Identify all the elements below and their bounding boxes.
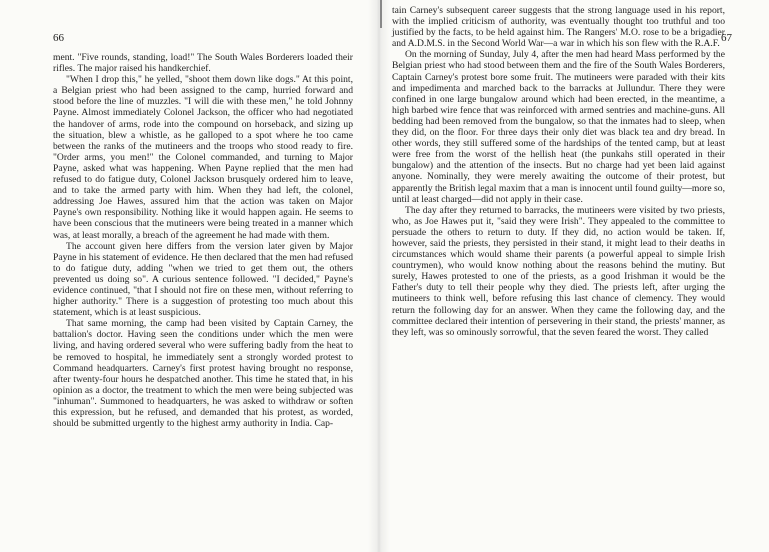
paragraph: ment. "Five rounds, standing, load!" The South Wales Borderers loaded their rifles. The major raised his handkerchief.	[53, 52, 353, 75]
paragraph: The account given here differs from the version later given by Major Payne in his statement of evidence. He then declared that the men had refused to do fatigue duty, adding "when we tried to get them out, the others prevented us doing so". A curious sentence followed. "I decided," Payne's evidence continued, "that I should not fire on these men, without referring to higher authority." There is a suggestion of protesting too much about this statement, which is at least suspicious.	[53, 240, 353, 319]
page-number-left: 66	[53, 32, 64, 44]
paragraph: The day after they returned to barracks, the mutineers were visited by two priests, who, as Joe Hawes put it, "said they were Irish". They appealed to the committee to persuade the others to return to duty. If they did, no action would be taken. If, however, said the priests, they persisted in their stand, it might lead to their deaths in circumstances which would shame their parents (a powerful appeal to simple Irish countrymen), who would know nothing about the reasons behind the mutiny. But surely, Hawes protested to one of the priests, as a good Irishman it would be the Father's duty to tell their people why they died. The priests left, after urging the mutineers to think well, before refusing this last chance of clemency. They would return the following day for an answer. When they came the following day, and the committee declared their intention of persevering in their stand, the priests' manner, as they left, was so ominously sorrowful, that the seven feared the worst. They called	[392, 204, 725, 338]
right-page	[378, 0, 769, 552]
fold-mark	[380, 0, 382, 28]
paragraph: On the morning of Sunday, July 4, after the men had heard Mass performed by the Belgian priest who had stood between them and the fire of the South Wales Borderers, Captain Carney's protest bore some fruit. The mutineers were paraded with their kits and impedimenta and marched back to the barracks at Jullundur. There they were confined in one large bungalow around which had been erected, in the meantime, a high barbed wire fence that was reinforced with armed sentries and machine-guns. All bedding had been removed from the bungalow, so that the inmates had to sleep, when they did, on the floor. For three days their only diet was black tea and dry bread. In other words, they still suffered some of the hardships of the tented camp, but at least were free from the worst of the hellish heat (the punkahs still operated in their bungalow) and the attention of the insects. But no charge had yet been laid against anyone. Nominally, they were merely awaiting the outcome of their protest, but apparently the British legal maxim that a man is innocent until found guilty—more so, until at least charged—did not apply in their case.	[392, 49, 725, 205]
left-page-text	[53, 52, 353, 429]
paragraph: That same morning, the camp had been visited by Captain Carney, the battalion's doctor. Having seen the conditions under which the men were living, and having ordered several who were suffering badly from the heat to be removed to hospital, he immediately sent a strongly worded protest to Command headquarters. Carney's first protest having brought no response, after twenty-four hours he despatched another. This time he stated that, in his opinion as a doctor, the treatment to which the men were being subjected was "inhuman". Summoned to headquarters, he was asked to withdraw or soften this expression, but he refused, and demanded that his protest, as worded, should be submitted urgently to the highest army authority in India. Cap-	[53, 318, 353, 430]
paragraph: "When I drop this," he yelled, "shoot them down like dogs." At this point, a Belgian priest who had been assigned to the camp, hurried forward and stood before the line of muzzles. "I will die with these men," he told Johnny Payne. Almost immediately Colonel Jackson, the officer who had negotiated the handover of arms, rode into the compound on horseback, and sizing up the situation, blew a whistle, as he galloped to a spot where he too came between the ranks of the mutineers and the troops who stood ready to fire. "Order arms, you men!" the Colonel commanded, and turning to Major Payne, asked what was happening. When Payne replied that the men had refused to do fatigue duty, Colonel Jackson brusquely ordered him to leave, and to take the armed party with him. When they had left, the colonel, addressing Joe Hawes, assured him that the action was taken on Major Payne's own responsibility. Nothing like it would happen again. He seems to have been conscious that the mutineers were being treated in a manner which was, at least morally, a breach of the agreement he had made with them.	[53, 74, 353, 241]
right-page-text	[392, 5, 725, 338]
book-gutter	[368, 0, 390, 552]
paragraph: tain Carney's subsequent career suggests that the strong language used in his report, with the implied criticism of authority, was eventually thought too truthful and too justified by the facts, to be held against him. The Rangers' M.O. rose to be a brigadier and A.D.M.S. in the Second World War—a war in which his son flew with the R.A.F.	[392, 5, 725, 50]
page-number-right: 67	[721, 32, 732, 44]
left-page	[0, 0, 378, 552]
